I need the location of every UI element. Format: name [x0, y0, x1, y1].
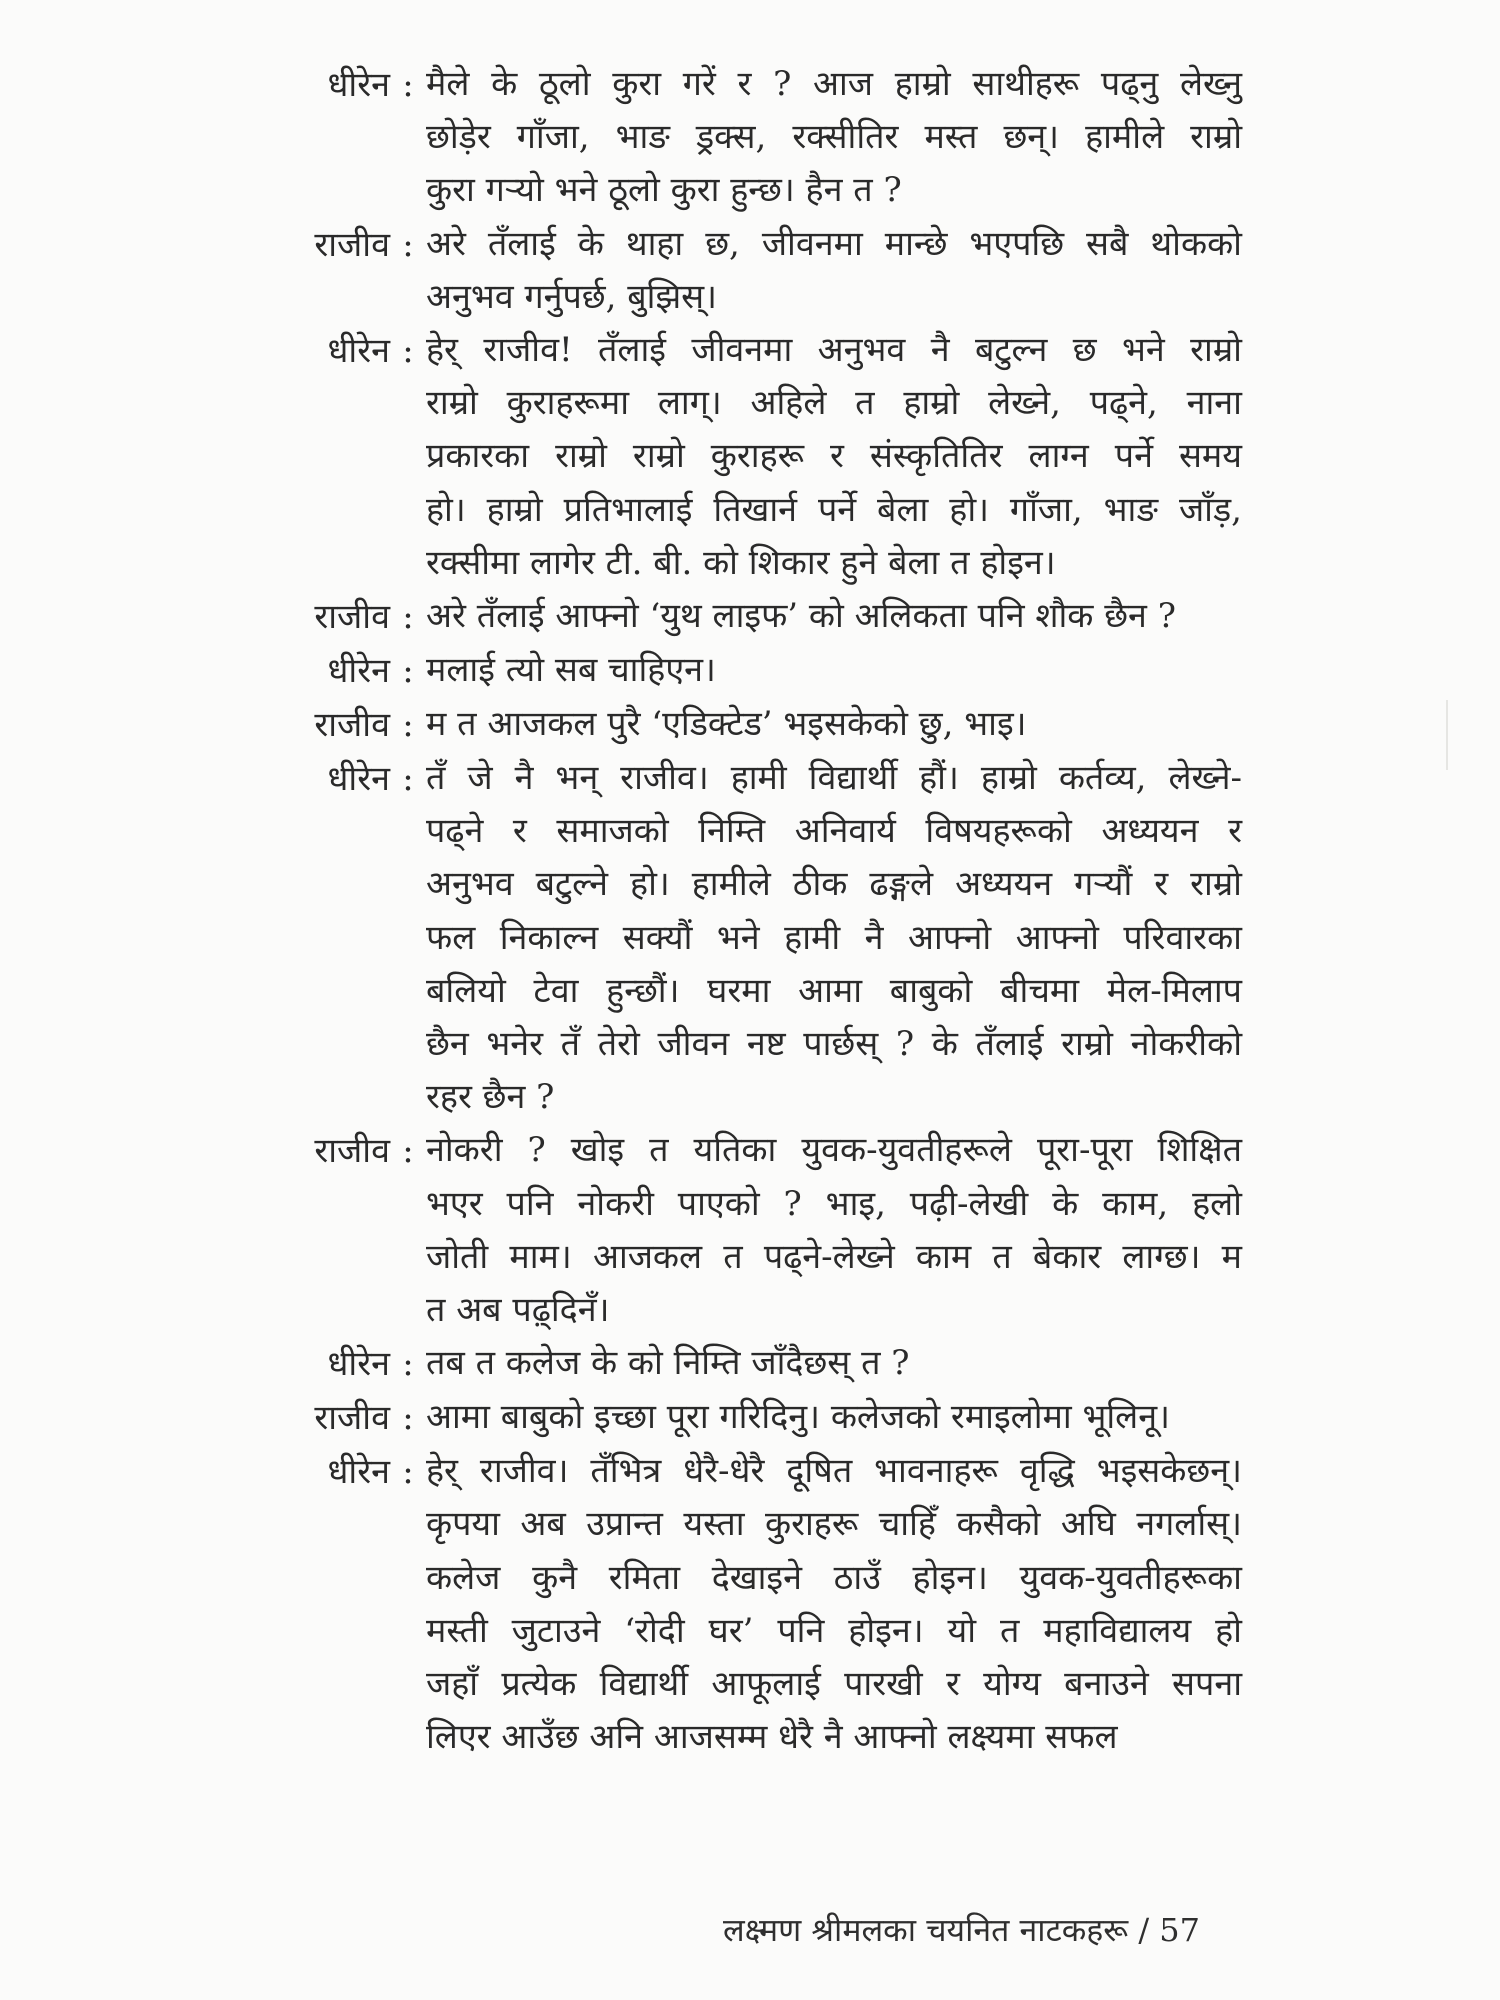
- speech-line: म त आजकल पुरै ‘एडिक्टेड’ भइसकेको छु, भाइ।: [426, 704, 1027, 745]
- page-edge-shadow: [1446, 700, 1448, 770]
- speaker-name: राजीव: [314, 224, 390, 265]
- page-footer: लक्ष्मण श्रीमलका चयनित नाटकहरू / 57: [723, 1911, 1200, 1949]
- speech-line: प्रकारका राम्रो राम्रो कुराहरू र संस्कृतितिर लाग्न पर्ने समय: [426, 436, 1242, 477]
- speech-line: नोकरी ? खोइ त यतिका युवक-युवतीहरूले पूरा-पूरा शिक्षित: [426, 1130, 1242, 1171]
- dialogue-turn: [262, 218, 1242, 324]
- speaker-separator: :: [402, 597, 414, 638]
- speech-line: छैन भनेर तँ तेरो जीवन नष्ट पार्छस् ? के तँलाई राम्रो नोकरीको: [426, 1024, 1242, 1065]
- speaker-name: धीरेन: [327, 651, 390, 692]
- speaker-name: राजीव: [314, 1398, 390, 1439]
- speaker-separator: :: [402, 1131, 414, 1172]
- dialogue-turn: [262, 1445, 1242, 1764]
- speech-line: अनुभव गर्नुपर्छ, बुझिस्।: [426, 276, 718, 317]
- speaker-name: धीरेन: [327, 331, 390, 372]
- speech-line: जोती माम। आजकल त पढ्ने-लेख्ने काम त बेकार लाग्छ। म: [426, 1236, 1242, 1277]
- speech-line: जहाँ प्रत्येक विद्यार्थी आफूलाई पारखी र योग्य बनाउने सपना: [426, 1664, 1242, 1705]
- speech-text: [426, 752, 1242, 1124]
- speaker-separator: :: [402, 331, 414, 372]
- dialogue-turn: [262, 644, 1242, 698]
- speech-line: कलेज कुनै रमिता देखाइने ठाउँ होइन। युवक-युवतीहरूका: [426, 1557, 1242, 1598]
- speaker-separator: :: [402, 1398, 414, 1439]
- speech-text: [426, 218, 1242, 324]
- dialogue-turn: [262, 698, 1242, 752]
- speaker-name: राजीव: [314, 597, 390, 638]
- speaker-name: धीरेन: [327, 759, 390, 800]
- speech-line: त अब पढ़्दिनँ।: [426, 1290, 610, 1331]
- speech-line: रक्सीमा लागेर टी. बी. को शिकार हुने बेला त होइन।: [426, 542, 1056, 583]
- speaker-separator: :: [402, 759, 414, 800]
- speech-line: बलियो टेवा हुन्छौं। घरमा आमा बाबुको बीचमा मेल-मिलाप: [426, 970, 1242, 1011]
- dialogue-turn: [262, 590, 1242, 644]
- speaker-name: धीरेन: [327, 65, 390, 105]
- speaker-name: धीरेन: [327, 1344, 390, 1385]
- speaker-separator: :: [402, 1452, 414, 1493]
- speech-line: अरे तँलाई के थाहा छ, जीवनमा मान्छे भएपछि सबै थोकको: [426, 223, 1242, 264]
- speech-line: राम्रो कुराहरूमा लाग्। अहिले त हाम्रो लेख्ने, पढ्ने, नाना: [426, 383, 1242, 424]
- speaker-separator: :: [402, 224, 414, 265]
- speaker-name: राजीव: [314, 705, 390, 746]
- speech-text: [426, 1124, 1242, 1337]
- speech-line: तब त कलेज के को निम्ति जाँदैछस् त ?: [426, 1343, 910, 1384]
- speech-line: छोड़ेर गाँजा, भाङ ड्रक्स, रक्सीतिर मस्त छन्। हामीले राम्रो: [426, 117, 1242, 158]
- speech-line: अनुभव बटुल्ने हो। हामीले ठीक ढङ्गले अध्ययन गर्‍यौं र राम्रो: [426, 864, 1242, 905]
- speaker-separator: :: [402, 65, 414, 105]
- speech-line: हेर् राजीव! तँलाई जीवनमा अनुभव नै बटुल्न छ भने राम्रो: [426, 330, 1242, 371]
- speech-line: अरे तँलाई आफ्नो ‘युथ लाइफ’ को अलिकता पनि शौक छैन ?: [426, 596, 1176, 637]
- speaker-name: राजीव: [314, 1131, 390, 1172]
- speech-line: मैले के ठूलो कुरा गरें र ? आज हाम्रो साथीहरू पढ्नु लेख्नु: [426, 64, 1242, 104]
- speech-text: [426, 324, 1242, 590]
- dialogue-turn: [262, 58, 1242, 218]
- speech-text: [426, 590, 1242, 643]
- dialogue-turn: [262, 752, 1242, 1124]
- speech-text: [426, 1445, 1242, 1764]
- play-dialogue: [262, 58, 1242, 1764]
- speech-line: आमा बाबुको इच्छा पूरा गरिदिनु। कलेजको रमाइलोमा भूलिनू।: [426, 1397, 1170, 1438]
- speech-line: लिएर आउँछ अनि आजसम्म धेरै नै आफ्नो लक्ष्यमा सफल: [426, 1717, 1118, 1758]
- speech-text: [426, 58, 1242, 218]
- speech-text: [426, 698, 1242, 751]
- speech-line: पढ्ने र समाजको निम्ति अनिवार्य विषयहरूको अध्ययन र: [426, 811, 1242, 852]
- speech-line: रहर छैन ?: [426, 1077, 555, 1118]
- speaker-separator: :: [402, 705, 414, 746]
- speech-line: मस्ती जुटाउने ‘रोदी घर’ पनि होइन। यो त महाविद्यालय हो: [426, 1610, 1242, 1651]
- speech-text: [426, 644, 1242, 697]
- speech-line: कृपया अब उप्रान्त यस्ता कुराहरू चाहिँ कसैको अघि नगर्लास्।: [426, 1504, 1242, 1545]
- speaker-name: धीरेन: [327, 1452, 390, 1493]
- dialogue-turn: [262, 324, 1242, 590]
- speech-line: भएर पनि नोकरी पाएको ? भाइ, पढ़ी-लेखी के काम, हलो: [426, 1183, 1242, 1224]
- speaker-separator: :: [402, 1344, 414, 1385]
- dialogue-turn: [262, 1124, 1242, 1337]
- dialogue-turn: [262, 1391, 1242, 1445]
- speaker-separator: :: [402, 651, 414, 692]
- speech-line: फल निकाल्न सक्यौं भने हामी नै आफ्नो आफ्नो परिवारका: [426, 917, 1242, 958]
- speech-line: कुरा गऱ्यो भने ठूलो कुरा हुन्छ। हैन त ?: [426, 170, 902, 211]
- dialogue-turn: [262, 1337, 1242, 1391]
- speech-line: हो। हाम्रो प्रतिभालाई तिखार्न पर्ने बेला हो। गाँजा, भाङ जाँड़,: [426, 489, 1242, 530]
- speech-line: हेर् राजीव। तँभित्र धेरै-धेरै दूषित भावनाहरू वृद्धि भइसकेछन्।: [426, 1451, 1242, 1492]
- speech-text: [426, 1337, 1242, 1390]
- speech-line: मलाई त्यो सब चाहिएन।: [426, 650, 716, 691]
- speech-line: तँ जे नै भन् राजीव। हामी विद्यार्थी हौं। हाम्रो कर्तव्य, लेख्ने-: [426, 758, 1242, 799]
- speech-text: [426, 1391, 1242, 1444]
